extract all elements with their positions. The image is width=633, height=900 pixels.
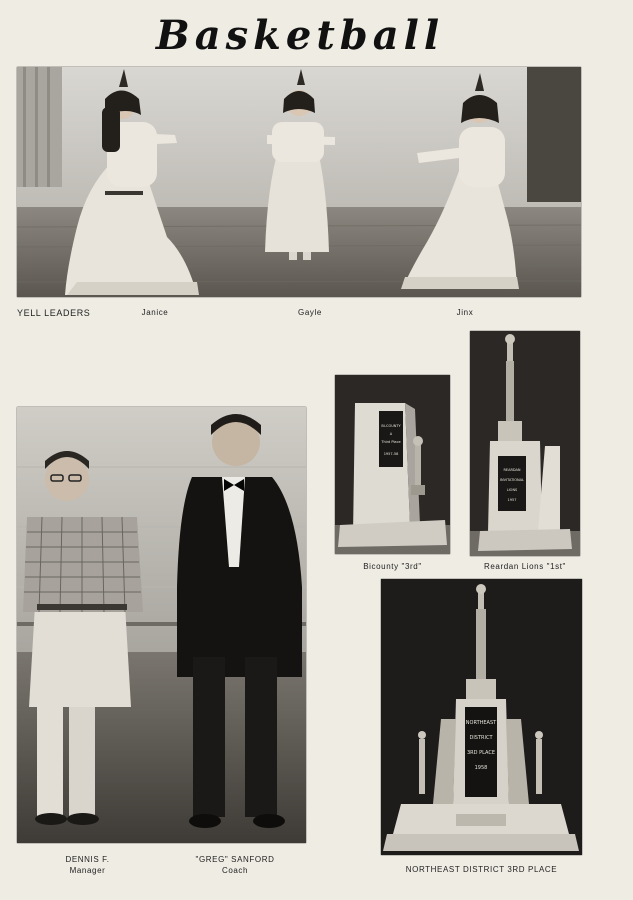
bicounty-plaque-line-3: Third Place: [381, 440, 401, 444]
coach-role: Coach: [221, 866, 249, 875]
northeast-plaque-line-2: DISTRICT: [469, 735, 493, 741]
northeast-plaque-line-1: NORTHEAST: [465, 720, 497, 726]
bicounty-caption: Bicounty "3rd": [363, 562, 422, 571]
northeast-plaque-line-4: 1958: [474, 765, 488, 771]
northeast-trophy-photo: [381, 579, 582, 855]
reardan-caption: Reardan Lions "1st": [483, 562, 566, 571]
yell-leader-name-jinx: Jinx: [456, 308, 474, 317]
northeast-caption: NORTHEAST DISTRICT 3RD PLACE: [405, 865, 558, 874]
northeast-plaque-line-3: 3RD PLACE: [467, 750, 495, 756]
reardan-plaque-line-3: LIONS: [506, 488, 518, 492]
yell-leader-name-janice: Janice: [141, 308, 169, 317]
yell-leaders-label: YELL LEADERS: [17, 308, 91, 318]
staff-caption-manager: [40, 854, 135, 876]
staff-caption-coach: [180, 854, 290, 876]
yell-leaders-photo: [17, 67, 581, 297]
staff-photo: [17, 407, 306, 843]
reardan-plaque-line-1: REARDAN: [503, 468, 521, 472]
manager-name: DENNIS F.: [65, 855, 110, 864]
coach-name: "GREG" SANFORD: [195, 855, 275, 864]
bicounty-plaque-line-4: 1957-58: [383, 452, 399, 456]
yell-leader-name-gayle: Gayle: [298, 308, 322, 317]
reardan-trophy-photo: [470, 331, 580, 556]
bicounty-trophy-photo: [335, 375, 450, 554]
reardan-plaque-line-4: 1957: [507, 498, 517, 502]
bicounty-plaque-line-2: A: [389, 432, 393, 436]
page-title: Basketball: [155, 12, 445, 59]
reardan-plaque-line-2: INVITATIONAL: [500, 478, 524, 482]
manager-role: Manager: [69, 866, 106, 875]
bicounty-plaque-line-1: BI-COUNTY: [381, 424, 401, 428]
